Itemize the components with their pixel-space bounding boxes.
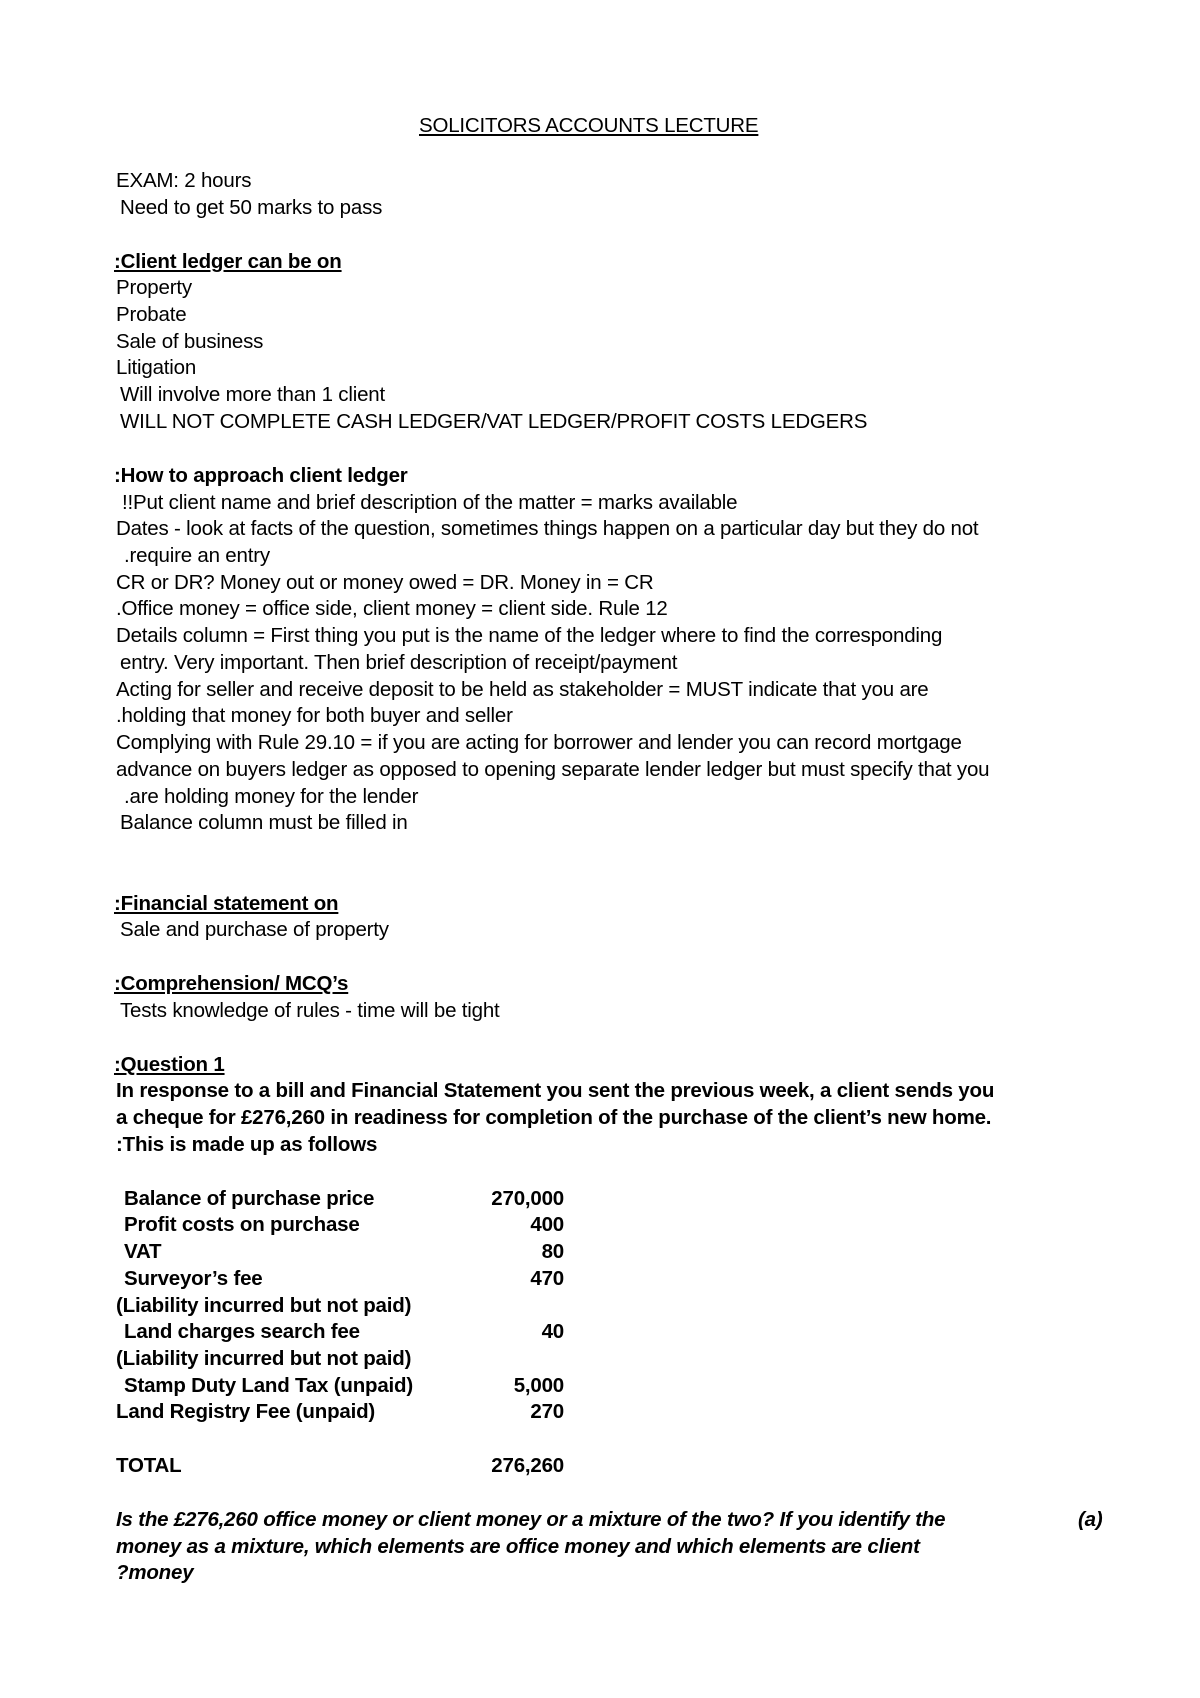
approach-line: .require an entry bbox=[124, 544, 270, 567]
approach-line: Acting for seller and receive deposit to be held as stakeholder = MUST indicate that you are bbox=[116, 678, 929, 701]
question1-intro: :This is made up as follows bbox=[116, 1133, 378, 1156]
question1-intro: a cheque for £276,260 in readiness for completion of the purchase of the client’s new home. bbox=[116, 1106, 992, 1129]
exam-duration: EXAM: 2 hours bbox=[116, 169, 252, 192]
approach-line: advance on buyers ledger as opposed to opening separate lender ledger but must specify that you bbox=[116, 758, 990, 781]
client-ledger-item: Property bbox=[116, 276, 192, 299]
table-total-value: 276,260 bbox=[491, 1454, 564, 1477]
approach-line: Details column = First thing you put is the name of the ledger where to find the corresponding bbox=[116, 624, 943, 647]
approach-line: entry. Very important. Then brief description of receipt/payment bbox=[120, 651, 678, 674]
table-row-value: 80 bbox=[541, 1240, 564, 1263]
comprehension-text: Tests knowledge of rules - time will be tight bbox=[120, 999, 500, 1022]
table-row-label: Surveyor’s fee bbox=[124, 1267, 263, 1290]
approach-heading: :How to approach client ledger bbox=[114, 464, 408, 487]
table-row-label: Balance of purchase price bbox=[124, 1187, 375, 1210]
approach-line: Dates - look at facts of the question, sometimes things happen on a particular day but they do not bbox=[116, 517, 979, 540]
financial-statement-text: Sale and purchase of property bbox=[120, 918, 389, 941]
approach-line: .are holding money for the lender bbox=[124, 785, 419, 808]
client-ledger-item: Sale of business bbox=[116, 330, 264, 353]
client-ledger-heading: :Client ledger can be on bbox=[114, 250, 342, 273]
comprehension-heading: :Comprehension/ MCQ’s bbox=[114, 972, 349, 995]
approach-line: Balance column must be filled in bbox=[120, 811, 408, 834]
table-row-label: VAT bbox=[124, 1240, 162, 1263]
table-row-label: Profit costs on purchase bbox=[124, 1213, 360, 1236]
question1-heading: :Question 1 bbox=[114, 1053, 225, 1076]
financial-statement-heading: :Financial statement on bbox=[114, 892, 339, 915]
part-a-question: Is the £276,260 office money or client money or a mixture of the two? If you identify the bbox=[116, 1508, 946, 1531]
approach-line: CR or DR? Money out or money owed = DR. Money in = CR bbox=[116, 571, 654, 594]
table-row-label: (Liability incurred but not paid) bbox=[116, 1294, 412, 1317]
client-ledger-note: WILL NOT COMPLETE CASH LEDGER/VAT LEDGER/PROFIT COSTS LEDGERS bbox=[120, 410, 868, 433]
part-a-label: (a) bbox=[1078, 1508, 1103, 1531]
part-a-question: money as a mixture, which elements are office money and which elements are client bbox=[116, 1535, 920, 1558]
part-a-question: ?money bbox=[116, 1561, 194, 1584]
table-row-value: 5,000 bbox=[513, 1374, 564, 1397]
approach-line: .holding that money for both buyer and seller bbox=[116, 704, 513, 727]
table-row-label: Land charges search fee bbox=[124, 1320, 360, 1343]
document-title: SOLICITORS ACCOUNTS LECTURE bbox=[419, 114, 759, 137]
table-row-value: 270,000 bbox=[491, 1187, 564, 1210]
table-row-value: 40 bbox=[541, 1320, 564, 1343]
table-row-label: Stamp Duty Land Tax (unpaid) bbox=[124, 1374, 413, 1397]
table-row-label: (Liability incurred but not paid) bbox=[116, 1347, 412, 1370]
client-ledger-item: Litigation bbox=[116, 356, 197, 379]
exam-pass-mark: Need to get 50 marks to pass bbox=[120, 196, 383, 219]
client-ledger-note: Will involve more than 1 client bbox=[120, 383, 385, 406]
question1-intro: In response to a bill and Financial Statement you sent the previous week, a client sends you bbox=[116, 1079, 995, 1102]
table-row-value: 400 bbox=[530, 1213, 564, 1236]
client-ledger-item: Probate bbox=[116, 303, 187, 326]
table-row-value: 470 bbox=[530, 1267, 564, 1290]
table-row-label: Land Registry Fee (unpaid) bbox=[116, 1400, 376, 1423]
approach-line: !!Put client name and brief description of the matter = marks available bbox=[122, 491, 738, 514]
approach-line: .Office money = office side, client money = client side. Rule 12 bbox=[116, 597, 668, 620]
approach-line: Complying with Rule 29.10 = if you are acting for borrower and lender you can record mortgage bbox=[116, 731, 962, 754]
table-row-value: 270 bbox=[530, 1400, 564, 1423]
table-total-label: TOTAL bbox=[116, 1454, 182, 1477]
